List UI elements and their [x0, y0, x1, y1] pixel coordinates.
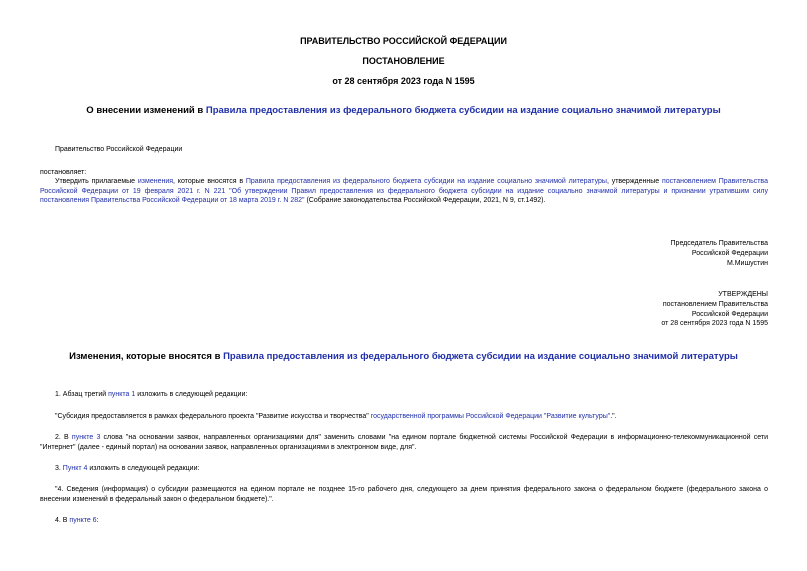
changes-title — [0, 351, 807, 362]
item-1 — [55, 390, 247, 400]
paragraph-approve — [40, 177, 768, 206]
document-type-heading: ПОСТАНОВЛЕНИЕ — [362, 56, 445, 66]
item-1-quote-text-a: "Субсидия предоставляется в рамках федерального проекта "Развитие искусства и творчества" — [55, 413, 371, 420]
document-title — [0, 105, 807, 116]
item-1-text-a: 1. Абзац третий — [55, 391, 109, 398]
signature-name: М.Мишустин — [726, 259, 768, 267]
signature-block — [671, 239, 768, 268]
item-4-text-a: 4. В — [55, 517, 70, 524]
paragraph-approve-text-b: , которые вносятся в — [173, 178, 246, 185]
point-1-link[interactable]: пункта 1 — [108, 391, 136, 398]
rules-link-paragraph[interactable]: Правила предоставления из федерального бюджета субсидии на издание социально значимой литературы — [245, 178, 607, 185]
state-program-link[interactable]: государственной программы Российской Федерации "Развитие культуры" — [370, 413, 611, 420]
signature-position: Председатель Правительства — [670, 240, 768, 247]
paragraph-approve-text-c: , утвержденные — [606, 178, 662, 185]
decides-text: постановляет: — [40, 169, 87, 176]
item-3 — [55, 464, 199, 474]
approved-heading: УТВЕРЖДЕНЫ — [718, 291, 768, 298]
resolution-link[interactable]: постановлением Правительства Российской Федерации от 19 февраля 2021 г. N 221 "Об утверждении Правил предоставления из федерального бюджета субсидии на издание социально значимой литературы и признании утратившим силу постановления Правительства Российской Федерации от 18 марта 2019 г. N 282" — [40, 178, 768, 205]
signature-country: Российской Федерации — [691, 249, 768, 257]
changes-title-prefix: Изменения, которые вносятся в — [69, 351, 224, 362]
item-4 — [55, 516, 99, 526]
point-6-link[interactable]: пункте 6 — [69, 517, 97, 524]
item-2-text-a: 2. В — [55, 434, 72, 441]
item-2-text-b: слова "на основании заявок, направленных организациями для" заменить словами "на едином портале бюджетной системы Российской Федерации в информационно-телекоммуникационной сети "Интернет" (далее - единый портал) на основании заявок, направленных организациями в электронном виде, для". — [40, 434, 768, 451]
approved-by: постановлением Правительства — [662, 300, 768, 308]
paragraph-approve-text-d: (Собрание законодательства Российской Федерации, 2021, N 9, ст.1492). — [304, 197, 546, 205]
item-3-text-b: изложить в следующей редакции: — [87, 465, 200, 472]
changes-link[interactable]: изменения — [137, 178, 174, 185]
document-date-number: от 28 сентября 2023 года N 1595 — [332, 76, 475, 86]
point-3-link[interactable]: пункте 3 — [71, 434, 101, 441]
point-4-link[interactable]: Пункт 4 — [62, 465, 88, 472]
item-3-quote: "4. Сведения (информация) о субсидии размещаются на едином портале не позднее 15-го рабочего дня, следующего за днем принятия федерального закона о федеральном бюджете (федерального закона о внесении изменений в федеральный закон о федеральном бюджете).". — [40, 486, 768, 503]
item-1-text-b: изложить в следующей редакции: — [135, 391, 248, 398]
item-4-text-b: : — [96, 517, 99, 524]
approved-block — [661, 290, 768, 329]
item-3-text-a: 3. — [55, 465, 63, 472]
rules-link-changes[interactable]: Правила предоставления из федерального бюджета субсидии на издание социально значимой литературы — [223, 351, 738, 362]
paragraph-approve-text-a: Утвердить прилагаемые — [55, 178, 138, 185]
item-1-quote — [55, 412, 617, 422]
item-2 — [40, 433, 768, 452]
item-1-quote-text-b: .". — [610, 413, 617, 420]
issuer-text: Правительство Российской Федерации — [55, 146, 183, 153]
rules-link-title[interactable]: Правила предоставления из федерального бюджета субсидии на издание социально значимой литературы — [205, 105, 721, 116]
approved-date-number: от 28 сентября 2023 года N 1595 — [661, 320, 768, 328]
document-title-prefix: О внесении изменений в — [86, 105, 206, 116]
approved-country: Российской Федерации — [691, 310, 768, 318]
government-heading: ПРАВИТЕЛЬСТВО РОССИЙСКОЙ ФЕДЕРАЦИИ — [300, 36, 507, 46]
